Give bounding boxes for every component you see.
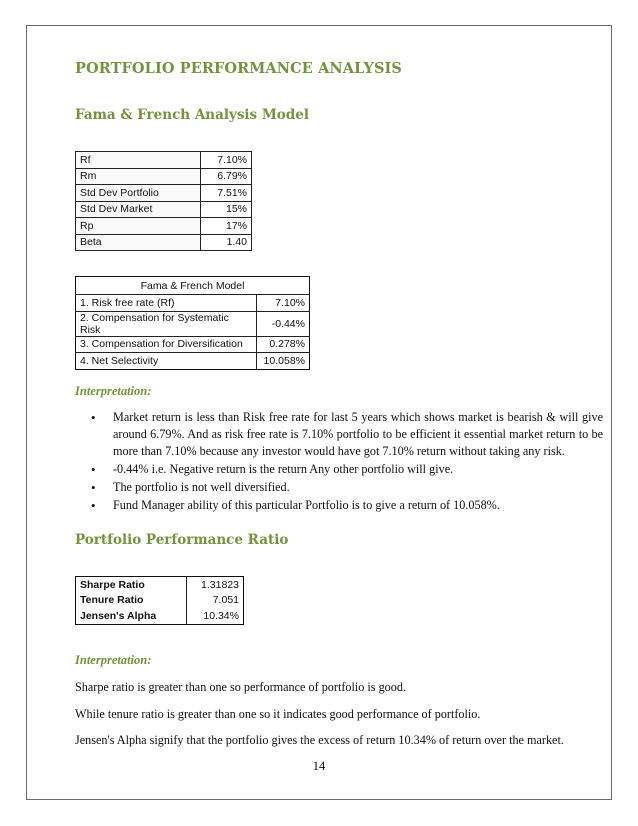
page-number: 14	[312, 759, 326, 773]
cell-value: 7.10%	[257, 295, 310, 312]
cell-label: Tenure Ratio	[76, 593, 187, 609]
cell-label: 4. Net Selectivity	[76, 353, 257, 370]
cell-value: 10.34%	[203, 609, 239, 622]
cell-value: 0.278%	[257, 336, 310, 353]
cell-label: 1. Risk free rate (Rf)	[76, 295, 257, 312]
cell-value: -0.44%	[257, 311, 310, 336]
table-row	[76, 593, 244, 609]
cell-label: 2. Compensation for Systematic Risk	[76, 311, 257, 336]
table-header: Fama & French Model	[76, 277, 310, 295]
cell-label: Std Dev Portfolio	[76, 185, 201, 202]
cell-value: 6.79%	[201, 168, 252, 185]
cell-label: Beta	[76, 234, 201, 251]
cell-value: 1.31823	[201, 578, 239, 591]
cell-value: 15%	[201, 201, 252, 218]
table-row	[76, 311, 310, 336]
paragraph: Sharpe ratio is greater than one so performance of portfolio is good.	[75, 680, 406, 694]
cell-value: 1.40	[201, 234, 252, 251]
document-title: PORTFOLIO PERFORMANCE ANALYSIS	[75, 60, 402, 77]
paragraph: While tenure ratio is greater than one so it indicates good performance of portfolio.	[75, 707, 481, 721]
section-heading-fama-french: Fama & French Analysis Model	[75, 107, 309, 123]
list-item: • -0.44% i.e. Negative return is the return Any other portfolio will give.	[113, 461, 603, 478]
table-row	[76, 218, 252, 235]
interpretation-label: Interpretation:	[75, 653, 152, 667]
cell-value: 7.10%	[201, 152, 252, 169]
cell-value: 7.051	[212, 594, 239, 607]
inputs-table	[75, 151, 252, 251]
section-heading-performance-ratio: Portfolio Performance Ratio	[75, 532, 289, 548]
cell-label: Sharpe Ratio	[76, 577, 187, 593]
table-row	[76, 295, 310, 312]
table-row	[76, 577, 244, 593]
list-item: • The portfolio is not well diversified.	[113, 479, 603, 496]
ratios-table	[75, 576, 244, 625]
list-item: • Market return is less than Risk free rate for last 5 years which shows market is bearish & will give around 6.79%. And as risk free rate is 7.10% portfolio to be efficient it essential market return to be more than 7.10% because any investor would have got 7.10% return without taking any risk.	[113, 409, 603, 460]
table-row	[76, 201, 252, 218]
cell-label: Jensen's Alpha	[76, 608, 187, 624]
table-row	[76, 608, 244, 624]
table-row	[76, 185, 252, 202]
table-row	[76, 168, 252, 185]
table-row	[76, 353, 310, 370]
table-row	[76, 234, 252, 251]
fama-french-model-table	[75, 276, 310, 370]
table-row	[76, 336, 310, 353]
cell-value: 10.058%	[263, 354, 305, 367]
table-header-row	[76, 277, 310, 295]
cell-label: Rp	[76, 218, 201, 235]
cell-value: 7.51%	[201, 185, 252, 202]
cell-label: Std Dev Market	[76, 201, 201, 218]
cell-value: 17%	[201, 218, 252, 235]
paragraph: Jensen's Alpha signify that the portfolio gives the excess of return 10.34% of return over the market.	[75, 733, 564, 747]
interpretation-bullets	[75, 409, 603, 515]
cell-label: 3. Compensation for Diversification	[76, 336, 257, 353]
table-row	[76, 152, 252, 169]
cell-label: Rf	[76, 152, 201, 169]
cell-label: Rm	[76, 168, 201, 185]
interpretation-label: Interpretation:	[75, 384, 152, 398]
list-item: • Fund Manager ability of this particular Portfolio is to give a return of 10.058%.	[113, 497, 603, 514]
